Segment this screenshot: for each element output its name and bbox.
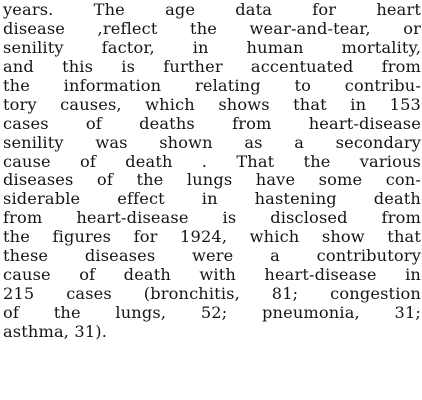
text-line: disease ,reflect the wear-and-tear, or: [3, 18, 421, 38]
text-line: diseases of the lungs have some con-: [3, 170, 421, 190]
text-line: of the lungs, 52; pneumonia, 31;: [3, 303, 421, 322]
text-line: senility was shown as a secondary: [3, 132, 421, 152]
text-line: the information relating to contribu-: [3, 75, 421, 95]
text-line: the figures for 1924, which show that: [3, 227, 421, 247]
text-line: and this is further accentuated from: [3, 56, 421, 76]
text-line: 215 cases (bronchitis, 81; congestion: [3, 284, 421, 304]
text-line: tory causes, which shows that in 153: [3, 94, 421, 114]
text-line: cause of death with heart-disease in: [3, 265, 421, 285]
text-line: siderable effect in hastening death: [3, 189, 421, 209]
text-line: these diseases were a contributory: [3, 246, 421, 266]
article-paragraph: [3, 1, 421, 342]
text-line: senility factor, in human mortality,: [3, 37, 421, 57]
text-line: years. The age data for heart: [3, 0, 421, 19]
text-line: cases of deaths from heart-disease: [3, 113, 421, 133]
text-line: cause of death . That the various: [3, 151, 421, 171]
text-line: from heart-disease is disclosed from: [3, 208, 421, 228]
text-line-last: asthma, 31).: [3, 321, 108, 341]
